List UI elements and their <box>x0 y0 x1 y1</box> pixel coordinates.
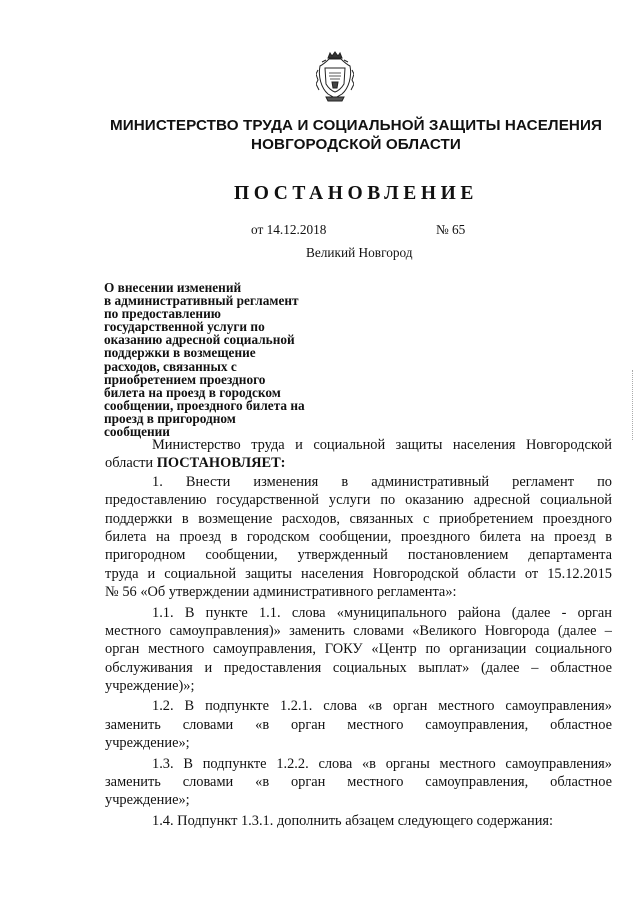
paragraph-line: билета на проезд в городском сообщении, проездного билета на проезд в <box>105 528 612 545</box>
subject-line: сообщении, проездного билета на <box>104 397 305 413</box>
scan-margin-mark <box>632 370 635 440</box>
paragraph-line: 1.2. В подпункте 1.2.1. слова «в орган местного самоуправления» <box>152 698 612 715</box>
paragraph-line: обслуживания и предоставления социальных выплат» (далее – областное <box>105 659 612 676</box>
paragraph-line: труда и социальной защиты населения Новгородской области от 15.12.2015 <box>105 565 612 582</box>
intro-line <box>105 454 612 472</box>
paragraph-line: 1.3. В подпункте 1.2.2. слова «в органы местного самоуправления» <box>152 755 612 772</box>
subject-line: приобретением проездного <box>104 371 266 387</box>
paragraph-line: заменить словами «в орган местного самоуправления, областное <box>105 774 612 791</box>
decree-word: ПОСТАНОВЛЯЕТ: <box>156 455 286 472</box>
subject-line: оказанию адресной социальной <box>104 332 295 348</box>
subject-line: по предоставлению <box>104 306 221 322</box>
subject-line: сообщении <box>104 424 170 440</box>
subject-line: поддержки в возмещение <box>104 345 256 361</box>
ministry-name-line2: НОВГОРОДСКОЙ ОБЛАСТИ <box>251 136 461 153</box>
paragraph-line: 1.1. В пункте 1.1. слова «муниципального района (далее - орган <box>152 604 612 621</box>
paragraph-line: пригородном сообщении, утвержденный постановлением департамента <box>105 547 612 564</box>
paragraph-line: предоставлению государственной услуги по оказанию адресной социальной <box>105 492 612 509</box>
paragraph-line: учреждение»; <box>105 735 190 752</box>
paragraph-line: поддержки в возмещение расходов, связанных с приобретением проездного <box>105 510 612 527</box>
coat-of-arms-icon <box>316 50 354 102</box>
document-subject <box>104 281 364 438</box>
subject-line: проезд в пригородном <box>104 410 236 426</box>
document-body <box>105 436 612 830</box>
subject-line: расходов, связанных с <box>104 358 237 374</box>
paragraph-line: орган местного самоуправления, ГОКУ «Центр по организации социального <box>105 641 612 658</box>
document-number: № 65 <box>436 222 466 237</box>
paragraph-line: 1.4. Подпункт 1.3.1. дополнить абзацем следующего содержания: <box>152 812 554 829</box>
document-city: Великий Новгород <box>306 245 413 260</box>
paragraph-line: местного самоуправления)» заменить словами «Великого Новгорода (далее – <box>105 622 612 639</box>
document-date: от 14.12.2018 <box>251 222 327 237</box>
subject-line: билета на проезд в городском <box>104 384 281 400</box>
ministry-name-line1: МИНИСТЕРСТВО ТРУДА И СОЦИАЛЬНОЙ ЗАЩИТЫ НАСЕЛЕНИЯ <box>109 117 603 134</box>
paragraph-line: № 56 «Об утверждении административного регламента»: <box>105 584 457 601</box>
document-type-title: ПОСТАНОВЛЕНИЕ <box>233 183 479 204</box>
paragraph-line: учреждение)»; <box>105 678 195 695</box>
paragraph-line: 1. Внести изменения в административный регламент по <box>152 473 612 490</box>
paragraph-line: учреждение»; <box>105 792 190 809</box>
subject-line: в административный регламент <box>104 293 299 309</box>
subject-line: О внесении изменений <box>104 280 242 295</box>
intro-line: Министерство труда и социальной защиты населения Новгородской <box>152 437 612 453</box>
paragraph-line: заменить словами «в орган местного самоуправления, областное <box>105 716 612 733</box>
intro-text: области <box>105 455 157 472</box>
subject-line: государственной услуги по <box>104 319 265 335</box>
